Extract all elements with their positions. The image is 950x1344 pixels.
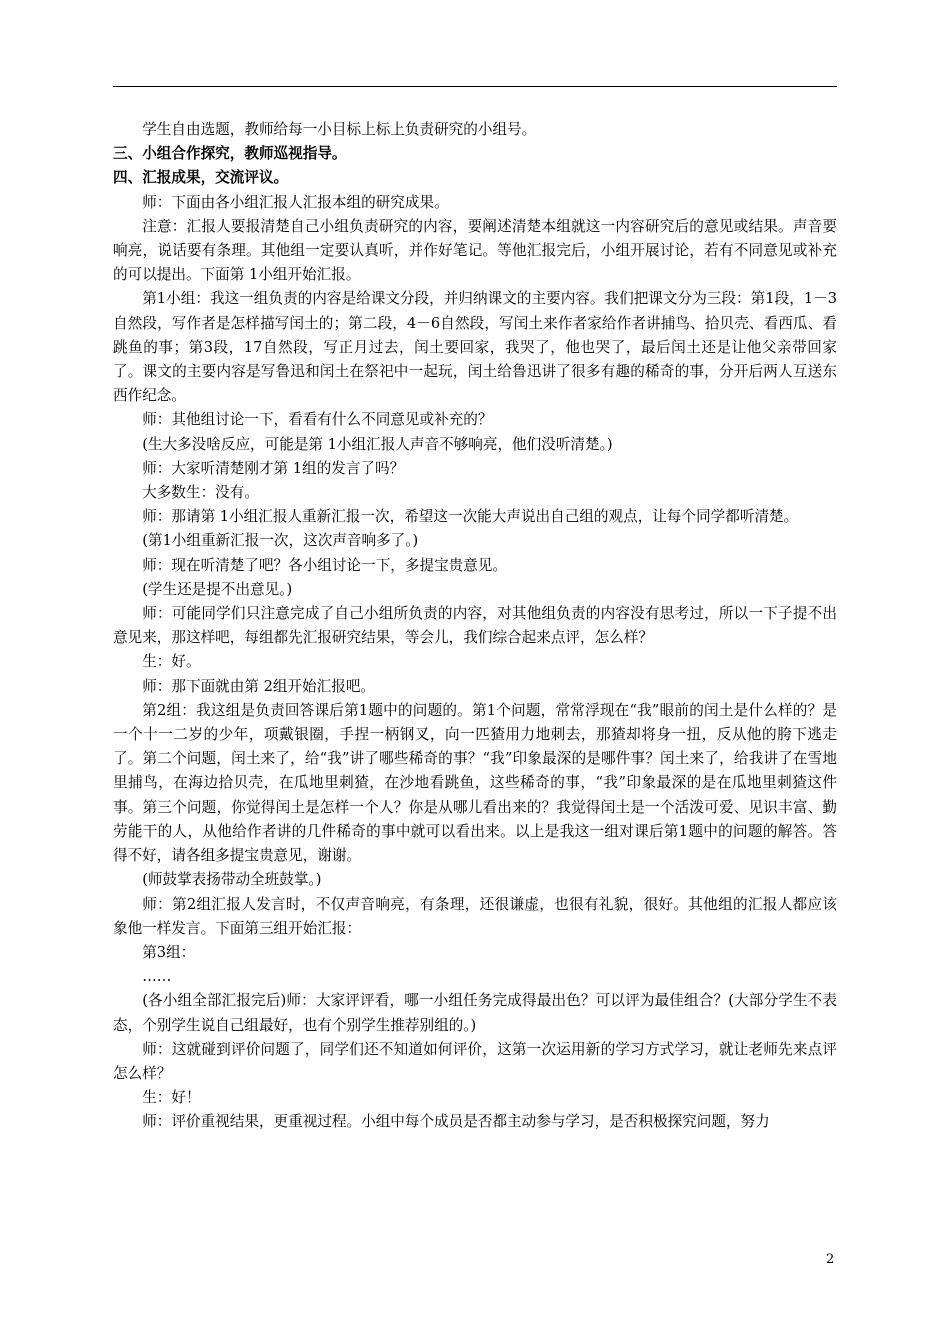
paragraph: 师：其他组讨论一下，看看有什么不同意见或补充的？ — [142, 411, 493, 429]
paragraph: 师：大家听清楚刚才第 1组的发言了吗？ — [142, 459, 405, 477]
paragraph: 师：现在听清楚了吧？各小组讨论一下，多提宝贵意见。 — [142, 556, 508, 574]
paragraph: 生：好！ — [142, 1089, 201, 1107]
paragraph: 大多数生：没有。 — [142, 484, 259, 502]
paragraph: 第3组： — [142, 943, 196, 961]
paragraph: 学生自由选题，教师给每一小目标上标上负责研究的小组号。 — [142, 121, 537, 138]
paragraph: …… — [142, 968, 172, 986]
document-body — [113, 118, 837, 1135]
paragraph: 第2组：我这组是负责回答课后第1题中的问题的。第1个问题，常常浮现在“我”眼前的闰土是什么样的？是一个十一二岁的少年，项戴银圈，手捏一柄钢叉，向一匹猹用力地刺去，那猹却将身一扭，反从他的胯下逃走了。第二个问题，闰土来了，给“我”讲了哪些稀奇的事？“我”印象最深的是哪件事？闰土来了，给我讲了在雪地里捕鸟，在海边拾贝壳，在瓜地里刺猹，在沙地看跳鱼，这些稀奇的事，“我”印象最深的是在瓜地里刺猹这件事。第三个问题，你觉得闰土是怎样一个人？你是从哪儿看出来的？我觉得闰土是一个活泼可爱、见识丰富、勤劳能干的人，从他给作者讲的几件稀奇的事中就可以看出来。以上是我这一组对课后第1题中的问题的解答。答得不好，请各组多提宝贵意见，谢谢。 — [113, 701, 837, 865]
paragraph: 师：下面由各小组汇报人汇报本组的研究成果。 — [142, 193, 449, 211]
paragraph: (第1小组重新汇报一次，这次声音响多了。) — [142, 532, 419, 550]
section-heading: 四、汇报成果，交流评议。 — [113, 169, 289, 187]
header-rule — [113, 86, 837, 87]
paragraph: 师：这就碰到评价问题了，同学们还不知道如何评价，这第一次运用新的学习方式学习，就让老师先来点评怎么样？ — [113, 1040, 837, 1082]
section-heading: 三、小组合作探究，教师巡视指导。 — [113, 145, 347, 163]
paragraph: 第1小组：我这一组负责的内容是给课文分段，并归纳课文的主要内容。我们把课文分为三段：第1段，1－3自然段，写作者是怎样描写闰土的；第二段，4－6自然段，写闰土来作者家给作者讲捕鸟、拾贝壳、看西瓜、看跳鱼的事；第3段，17自然段，写正月过去，闰土要回家，我哭了，他也哭了，最后闰土还是让他父亲带回家了。课文的主要内容是写鲁迅和闰土在祭祀中一起玩，闰土给鲁迅讲了很多有趣的稀奇的事，分开后两人互送东西作纪念。 — [113, 290, 837, 405]
paragraph: 师：那下面就由第 2组开始汇报吧。 — [142, 677, 376, 695]
paragraph: (各小组全部汇报完后)师：大家评评看，哪一小组任务完成得最出色？可以评为最佳组合？(大部分学生不表态，个别学生说自己组最好，也有个别学生推荐别组的。) — [113, 992, 837, 1034]
paragraph: (师鼓掌表扬带动全班鼓掌。) — [142, 871, 322, 889]
paragraph: 师：可能同学们只注意完成了自己小组所负责的内容，对其他组负责的内容没有思考过，所以一下子提不出意见来，那这样吧，每组都先汇报研究结果，等会儿，我们综合起来点评，怎么样？ — [113, 605, 837, 647]
paragraph: 注意：汇报人要报清楚自己小组负责研究的内容，要阐述清楚本组就这一内容研究后的意见或结果。声音要响亮，说话要有条理。其他组一定要认真听，并作好笔记。等他汇报完后，小组开展讨论，若有不同意见或补充的可以提出。下面第 1小组开始汇报。 — [113, 217, 837, 284]
paragraph: (生大多没啥反应，可能是第 1小组汇报人声音不够响亮，他们没听清楚。) — [142, 435, 613, 453]
paragraph: 生：好。 — [142, 653, 201, 671]
paragraph: 师：评价重视结果，更重视过程。小组中每个成员是否都主动参与学习，是否积极探究问题，努力 — [142, 1113, 770, 1131]
page-number: 2 — [826, 1252, 835, 1267]
paragraph: 师：那请第 1小组汇报人重新汇报一次，希望这一次能大声说出自己组的观点，让每个同学都听清楚。 — [142, 508, 799, 526]
paragraph: (学生还是提不出意见。) — [142, 580, 293, 598]
paragraph: 师：第2组汇报人发言时，不仅声音响亮，有条理，还很谦虚，也很有礼貌，很好。其他组的汇报人都应该象他一样发言。下面第三组开始汇报： — [113, 895, 837, 937]
